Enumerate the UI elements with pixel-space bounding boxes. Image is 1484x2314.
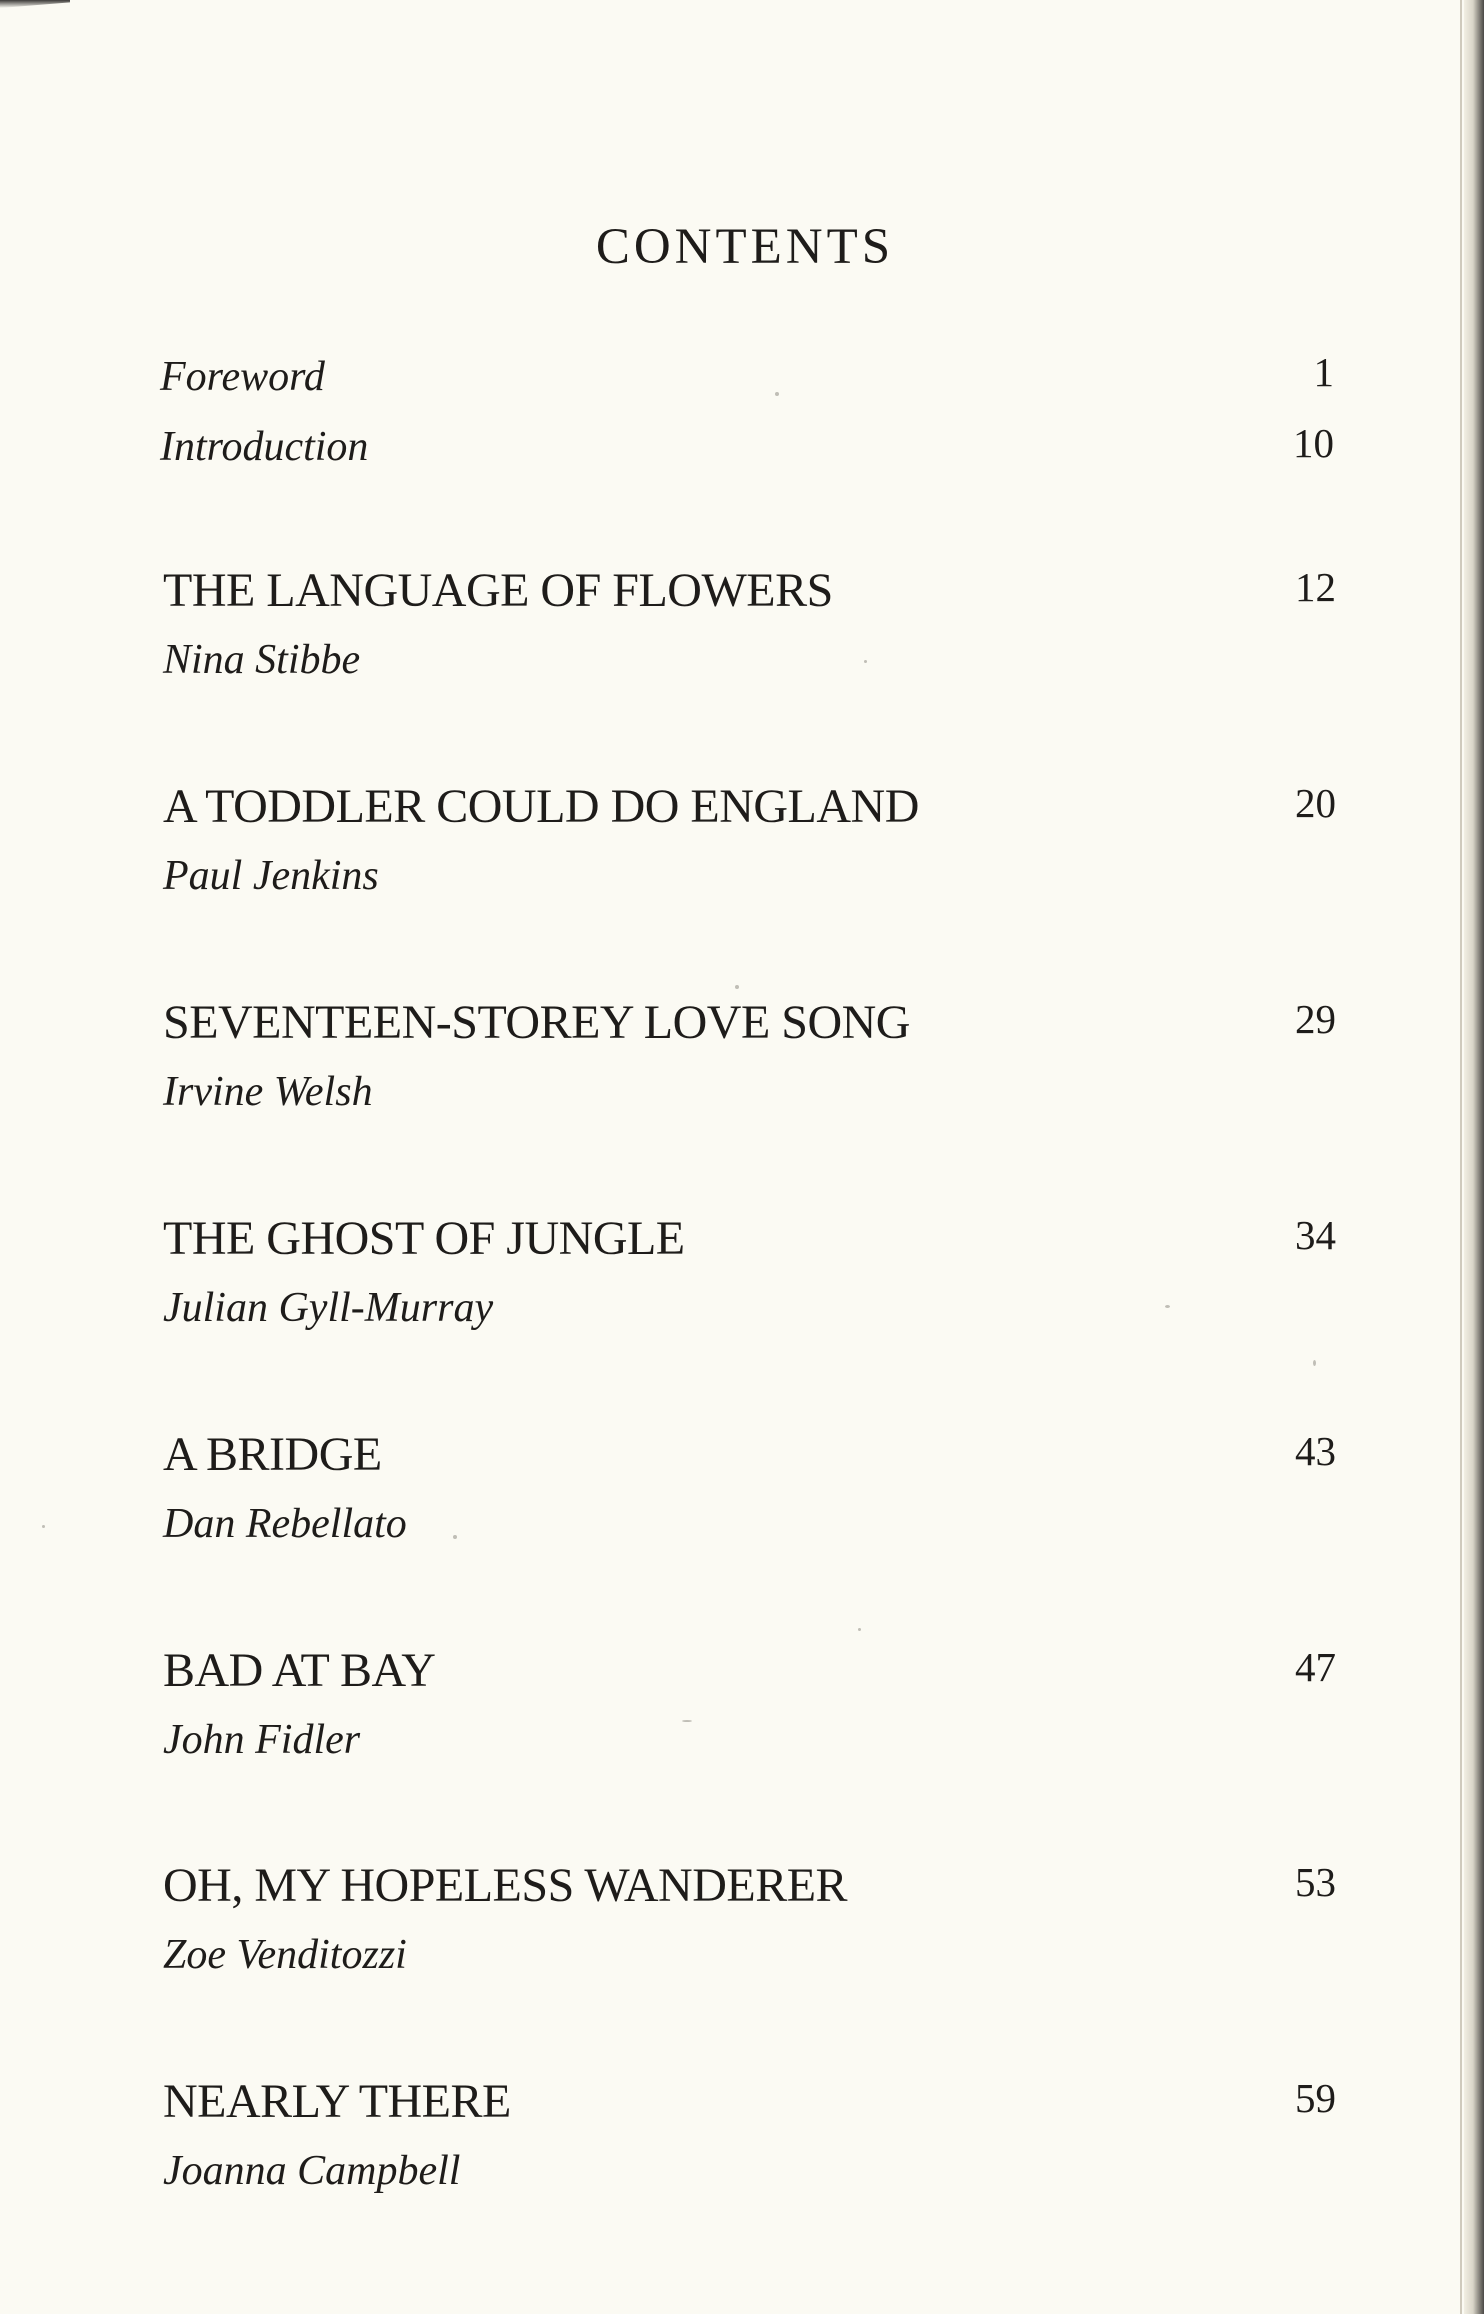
story-title: THE LANGUAGE OF FLOWERS (163, 564, 833, 617)
story-author: Zoe Venditozzi (163, 1932, 407, 1978)
story-author: John Fidler (163, 1717, 361, 1763)
foreword-label: Foreword (160, 354, 325, 400)
story-title: SEVENTEEN-STOREY LOVE SONG (163, 996, 910, 1049)
scan-corner-mark (0, 0, 70, 8)
contents-entry (0, 1859, 1484, 2002)
contents-entry (0, 996, 1484, 1139)
story-page-number: 53 (1295, 1859, 1336, 1905)
introduction-label: Introduction (160, 424, 369, 470)
contents-entry (0, 1428, 1484, 1571)
contents-heading (0, 219, 1484, 275)
contents-entry (0, 1212, 1484, 1355)
story-author: Julian Gyll-Murray (163, 1285, 494, 1331)
story-author: Joanna Campbell (163, 2148, 461, 2194)
contents-entry (0, 564, 1484, 707)
story-title: NEARLY THERE (163, 2075, 511, 2128)
story-page-number: 47 (1295, 1644, 1336, 1690)
scan-speck (775, 392, 779, 396)
story-page-number: 12 (1295, 564, 1336, 610)
foreword-page-number: 1 (1313, 349, 1334, 395)
scan-speck (1313, 1360, 1316, 1366)
scan-speck (858, 1628, 861, 1631)
story-title: BAD AT BAY (163, 1644, 436, 1697)
contents-entry (0, 780, 1484, 923)
contents-entry (0, 1644, 1484, 1787)
scan-speck (735, 985, 739, 989)
story-title: OH, MY HOPELESS WANDERER (163, 1859, 848, 1912)
story-author: Paul Jenkins (163, 853, 379, 899)
story-page-number: 29 (1295, 996, 1336, 1042)
story-page-number: 20 (1295, 780, 1336, 826)
story-author: Dan Rebellato (163, 1501, 407, 1547)
story-title: THE GHOST OF JUNGLE (163, 1212, 685, 1265)
contents-entry (0, 2075, 1484, 2218)
story-title: A TODDLER COULD DO ENGLAND (163, 780, 919, 833)
story-author: Irvine Welsh (163, 1069, 373, 1115)
story-title: A BRIDGE (163, 1428, 382, 1481)
story-page-number: 34 (1295, 1212, 1336, 1258)
story-page-number: 59 (1295, 2075, 1336, 2121)
introduction-page-number: 10 (1293, 420, 1334, 466)
contents-heading-text: CONTENTS (595, 219, 895, 275)
story-author: Nina Stibbe (163, 637, 361, 683)
story-page-number: 43 (1295, 1428, 1336, 1474)
